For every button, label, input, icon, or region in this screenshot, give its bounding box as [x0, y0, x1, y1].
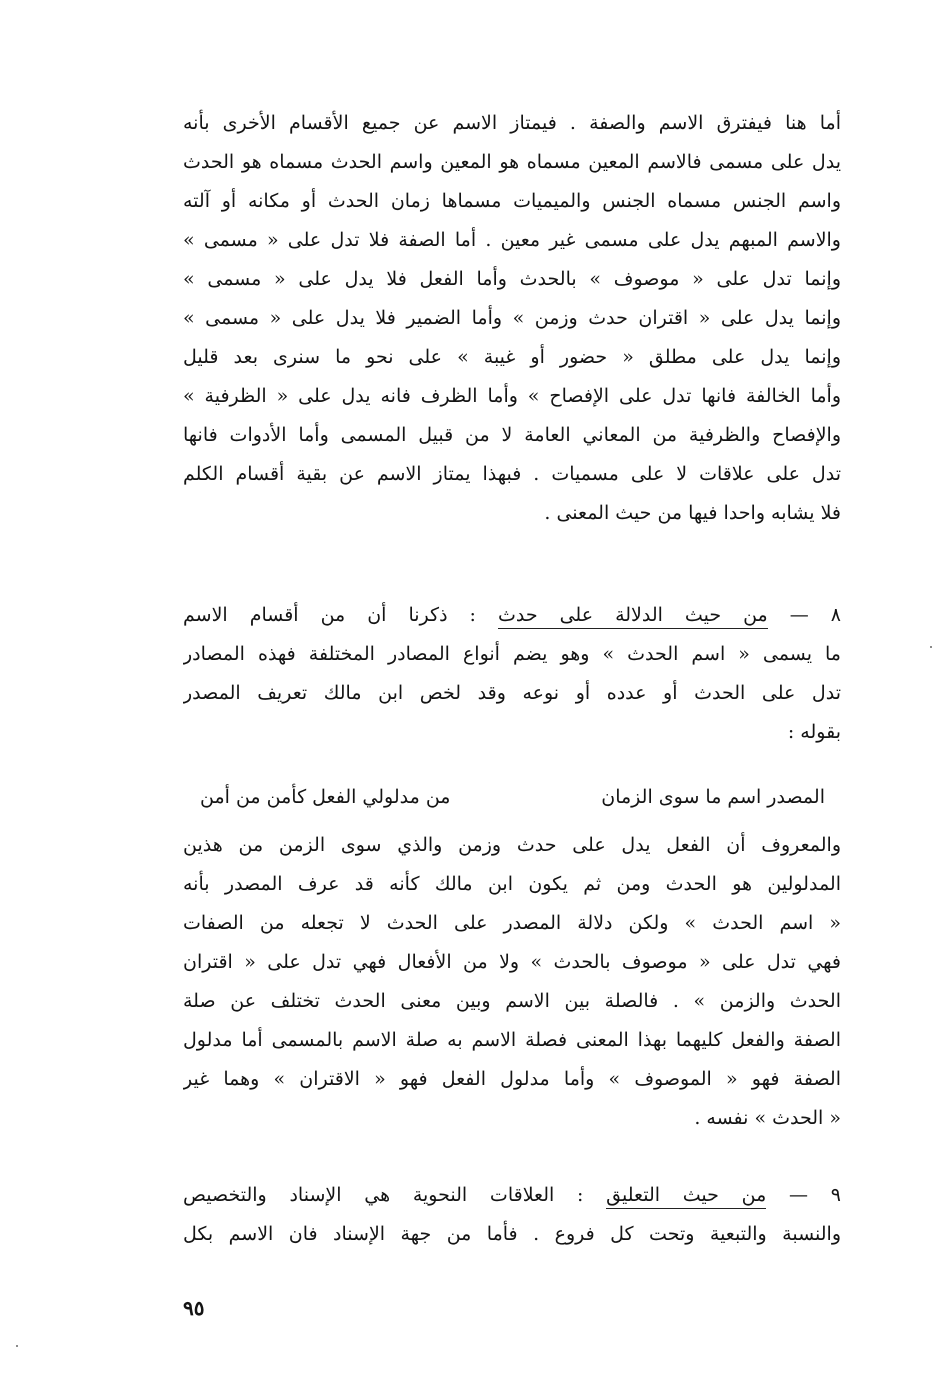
text-line: وإنما تدل على « موصوف » بالحدث وأما الفعل فلا يدل على « مسمى » [183, 268, 841, 290]
verse-first-hemistich: المصدر اسم ما سوى الزمان [601, 786, 825, 808]
section-8-paragraph [183, 596, 841, 752]
text-line: الصفة فهو « الموصوف » وأما مدلول الفعل فهو « الاقتران » وهما غير [183, 1068, 841, 1090]
section-heading-rest: : العلاقات النحوية هي الإسناد والتخصيص [183, 1184, 584, 1206]
paragraph-noun-vs-adjective [183, 104, 841, 533]
section-number: ٩ [830, 1184, 841, 1206]
text-line: والمعروف أن الفعل يدل على حدث وزمن والذي سوى الزمن من هذين [183, 834, 841, 856]
scan-speck [930, 646, 932, 648]
text-line: فلا يشابه واحدا فيها من حيث المعنى . [544, 502, 841, 524]
section-heading: من حيث التعليق [606, 1184, 766, 1209]
poetry-verse [200, 778, 825, 818]
paragraph-masdar-explanation [183, 826, 841, 1138]
text-line: وإنما يدل على « اقتران حدث وزمن » وأما الضمير فلا يدل على « مسمى » [183, 307, 841, 329]
text-line: بقوله : [787, 721, 841, 743]
verse-second-hemistich: من مدلولي الفعل كأمن من أمن [200, 786, 451, 808]
section-number: ٨ [830, 604, 841, 626]
text-line: « اسم الحدث » ولكن دلالة المصدر على الحدث لا تجعله من الصفات [183, 912, 841, 934]
section-9-heading-line [183, 1176, 841, 1215]
section-dash: — [789, 604, 809, 626]
section-heading: من حيث الدلالة على حدث [498, 604, 768, 629]
scan-speck [16, 1345, 18, 1347]
text-line: الحدث والزمن » . فالصلة بين الاسم وبين معنى الحدث تختلف عن صلة [183, 990, 841, 1012]
text-line: والنسبة والتبعية وتحت كل فروع . فأما من جهة الإسناد فان الاسم بكل [183, 1223, 841, 1245]
section-8-heading-line [183, 596, 841, 635]
text-line: وأما الخالفة فانها تدل على الإفصاح » وأما الظرف فانه يدل على « الظرفية » [183, 385, 841, 407]
section-dash: — [789, 1184, 809, 1206]
text-line: والإفصاح والظرفية من المعاني العامة لا من قبيل المسمى وأما الأدوات فانها [183, 424, 841, 446]
text-line: يدل على مسمى فالاسم المعين مسماه هو المعين واسم الحدث مسماه هو الحدث [183, 151, 841, 173]
section-9-paragraph [183, 1176, 841, 1254]
text-line: تدل على الحدث أو عدده أو نوعه وقد لخص ابن مالك تعريف المصدر [183, 682, 841, 704]
text-line: أما هنا فيفترق الاسم والصفة . فيمتاز الاسم عن جميع الأقسام الأخرى بأنه [183, 112, 841, 134]
text-line: والاسم المبهم يدل على مسمى غير معين . أما الصفة فلا تدل على « مسمى » [183, 229, 841, 251]
text-line: وإنما يدل على مطلق « حضور أو غيبة » على نحو ما سنرى بعد قليل [183, 346, 841, 368]
section-heading-rest: : ذكرنا أن من أقسام الاسم [183, 604, 476, 626]
text-line: « الحدث » نفسه . [694, 1107, 841, 1129]
text-line: المدلولين هو الحدث ومن ثم يكون ابن مالك كأنه قد عرف المصدر بأنه [183, 873, 841, 895]
text-line: الصفة والفعل كليهما بهذا المعنى فصلة الاسم به صلة الاسم بالمسمى أما مدلول [183, 1029, 841, 1051]
text-line: ما يسمى « اسم الحدث » وهو يضم أنواع المصادر المختلفة فهذه المصادر [183, 643, 841, 665]
page-number: ٩٥ [183, 1296, 205, 1320]
text-line: واسم الجنس مسماه الجنس والميميات مسماها زمان الحدث أو مكانه أو آلته [183, 190, 841, 212]
text-line: فهي تدل على « موصوف بالحدث » ولا من الأفعال فهي تدل على « اقتران [183, 951, 841, 973]
text-line: تدل على علاقات لا على مسميات . فبهذا يمتاز الاسم عن بقية أقسام الكلم [183, 463, 841, 485]
